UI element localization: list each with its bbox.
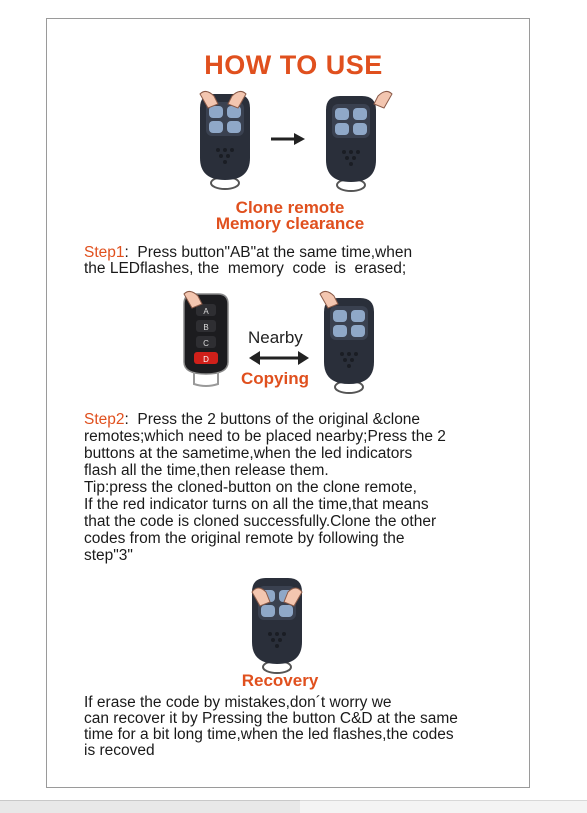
original-button-a: A xyxy=(203,307,209,316)
page-title: HOW TO USE xyxy=(204,50,383,80)
hand-pointer-icon xyxy=(366,88,396,110)
double-arrow-icon xyxy=(248,351,310,365)
horizontal-scrollbar[interactable] xyxy=(0,800,300,813)
step2-line: buttons at the sametime,when the led indicators xyxy=(84,445,413,462)
hand-pointer-icon xyxy=(248,582,306,608)
hand-pointer-icon xyxy=(316,288,344,312)
step2-line: step"3" xyxy=(84,547,133,564)
arrow-right-icon xyxy=(270,133,306,145)
recovery-line: is recoved xyxy=(84,742,155,759)
hand-pointer-icon xyxy=(196,86,250,112)
recovery-caption: Recovery xyxy=(241,671,319,690)
recovery-line: time for a bit long time,when the led flashes,the codes xyxy=(84,726,454,743)
caption-memory-clearance: Memory clearance xyxy=(215,214,365,233)
step2-line: that the code is cloned successfully.Clone the other xyxy=(84,513,437,530)
step2-line: remotes;which need to be placed nearby;Press the 2 xyxy=(84,428,446,445)
original-button-d: D xyxy=(203,355,209,364)
step1-line2: the LEDflashes, the memory code is erased; xyxy=(84,260,407,277)
hand-pointer-icon xyxy=(180,288,208,312)
step2-line: codes from the original remote by following the xyxy=(84,530,405,547)
step2-line: If the red indicator turns on all the time,that means xyxy=(84,496,429,513)
step2-tip-line: Tip:press the cloned-button on the clone remote, xyxy=(84,479,417,496)
recovery-line: can recover it by Pressing the button C&D at the same xyxy=(84,710,458,727)
original-button-c: C xyxy=(203,339,209,348)
step2-label: Step2 xyxy=(84,411,125,428)
caption-clone-remote: Clone remote xyxy=(235,198,345,217)
step2-line1: Step2: Press the 2 buttons of the original &clone xyxy=(84,411,421,428)
copying-label: Copying xyxy=(241,369,309,388)
step1-label: Step1 xyxy=(84,244,125,261)
step2-line: flash all the time,then release them. xyxy=(84,462,329,479)
recovery-line: If erase the code by mistakes,don´t worry we xyxy=(84,694,392,711)
nearby-label: Nearby xyxy=(248,328,303,347)
step1-line1: Step1: Press button"AB"at the same time,when xyxy=(84,244,413,261)
status-strip xyxy=(300,800,587,813)
original-button-b: B xyxy=(203,323,209,332)
